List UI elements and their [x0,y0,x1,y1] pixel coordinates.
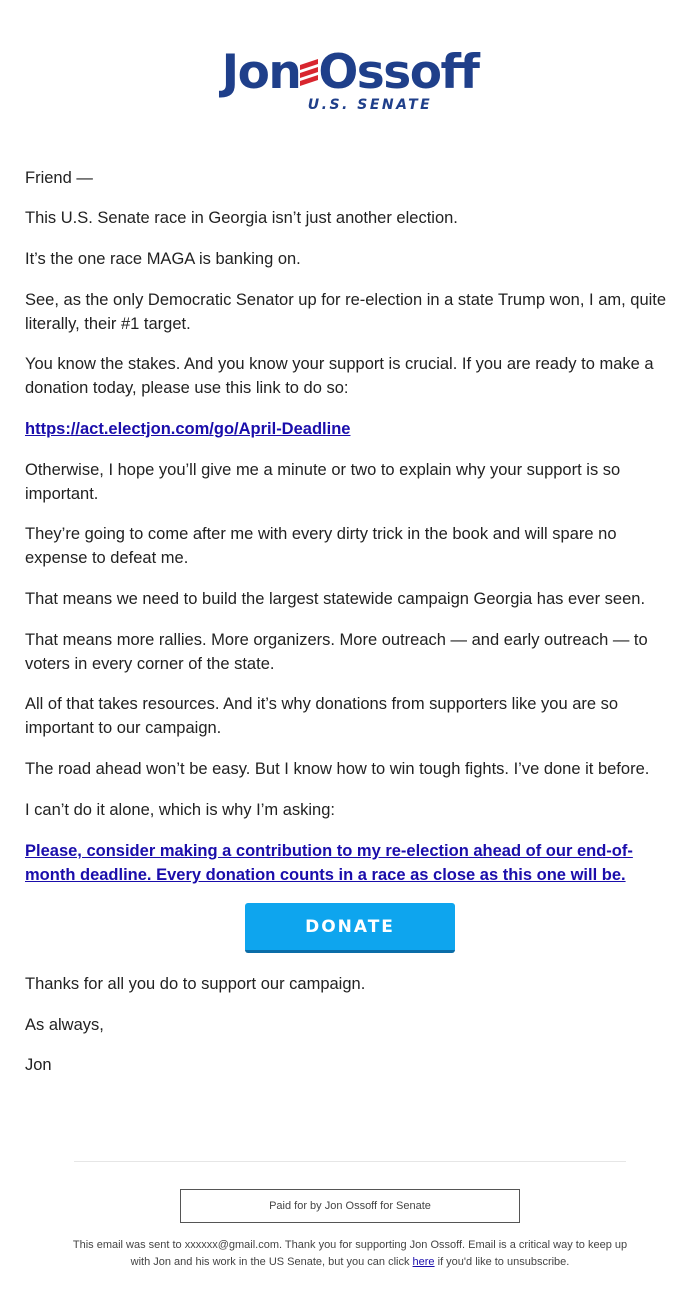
footer-divider [74,1161,626,1162]
donation-url-link[interactable]: https://act.electjon.com/go/April-Deadline [25,420,351,438]
signoff: As always, [25,1016,104,1034]
paragraph-12: Thanks for all you do to support our campaign. [25,975,366,993]
signature: Jon [25,1056,52,1074]
campaign-logo [0,44,700,124]
donate-button[interactable]: DONATE [245,903,455,953]
paragraph-6: They’re going to come after me with every dirty trick in the book and will spare no expense to defeat me. [25,525,617,567]
paragraph-9: All of that takes resources. And it’s why donations from supporters like you are so important to our campaign. [25,695,619,737]
paragraph-10: The road ahead won’t be easy. But I know how to win tough fights. I’ve done it before. [25,760,650,778]
logo-name-first: Jon [221,45,301,100]
logo-name-last: Ossoff [318,45,479,100]
paragraph-1: This U.S. Senate race in Georgia isn’t just another election. [25,209,458,227]
paragraph-3: See, as the only Democratic Senator up for re-election in a state Trump won, I am, quite literally, their #1 target. [25,291,667,333]
footer-notice-text: This email was sent to xxxxxx@gmail.com. Thank you for supporting Jon Ossoff. Email is a critical way to keep up with Jon and his work in the US Senate, but you can click [72,1239,628,1268]
contribution-paragraph [25,839,680,887]
footer-notice [70,1237,630,1271]
paragraph-11: I can’t do it alone, which is why I’m asking: [25,801,335,819]
logo-subtitle: U.S. SENATE [307,97,433,113]
paragraph-2: It’s the one race MAGA is banking on. [25,250,301,268]
unsubscribe-link[interactable]: here [412,1256,435,1268]
paid-for-disclaimer: Paid for by Jon Ossoff for Senate [180,1189,520,1223]
paragraph-5: Otherwise, I hope you’ll give me a minute or two to explain why your support is so important. [25,461,621,503]
paragraph-8: That means more rallies. More organizers. More outreach — and early outreach — to voters in every corner of the state. [25,631,648,673]
paragraph-7: That means we need to build the largest statewide campaign Georgia has ever seen. [25,590,646,608]
contribution-link[interactable]: Please, consider making a contribution to my re-election ahead of our end-of-month deadline. Every donation counts in a race as close as this one will be. [25,842,633,884]
logo-wordmark [0,44,700,102]
donation-url-paragraph [25,417,680,441]
paragraph-4: You know the stakes. And you know your support is crucial. If you are ready to make a donation today, please use this link to do so: [25,355,654,397]
greeting: Friend — [25,169,93,187]
footer-notice-text-end: if you'd like to unsubscribe. [437,1256,570,1268]
